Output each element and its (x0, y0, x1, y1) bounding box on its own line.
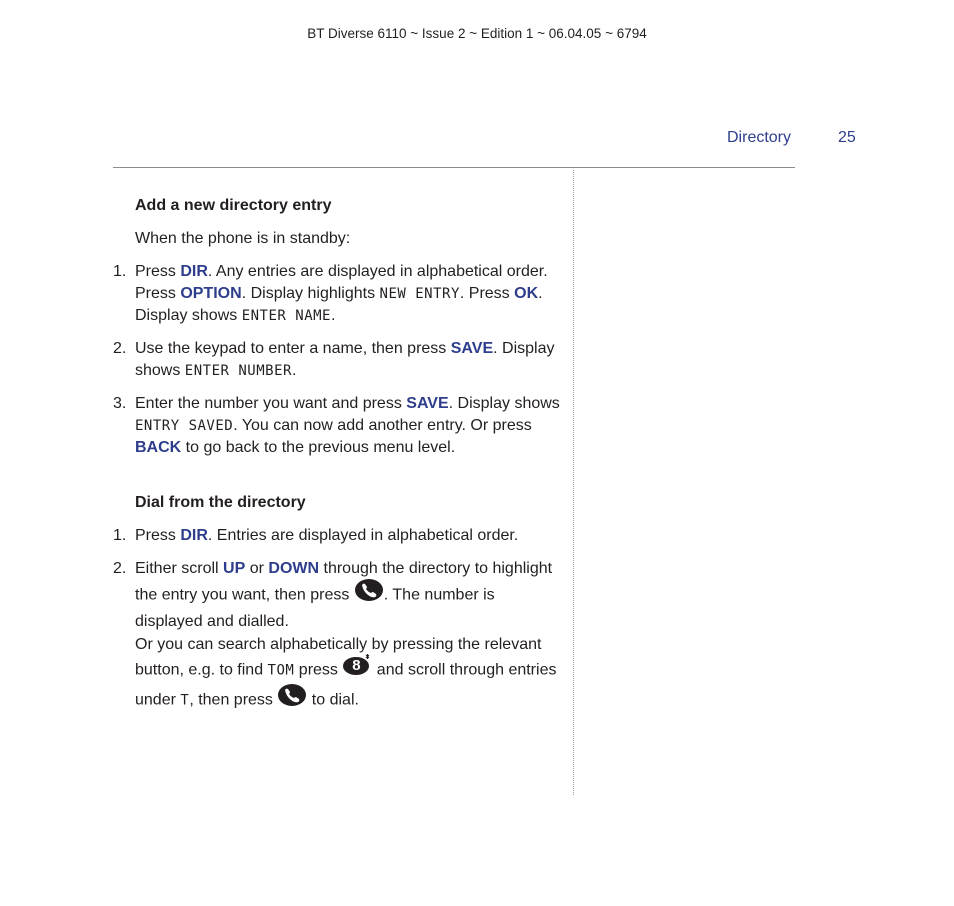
step-number: 2. (113, 560, 127, 577)
section-heading-add-entry: Add a new directory entry (135, 197, 332, 214)
key-name: DIR (180, 263, 208, 280)
search-note: Or you can search alphabetically by pressing the relevant button, e.g. to find TOM press 8 and scroll through entries under T, then press to dial. (135, 634, 561, 716)
step-number: 1. (113, 527, 127, 544)
display-text: ENTER NAME (241, 308, 331, 324)
step-text: Press DIR. Entries are displayed in alphabetical order. (135, 527, 519, 544)
page-number: 25 (838, 129, 856, 146)
display-text: ENTER NUMBER (184, 363, 292, 379)
display-text: ENTRY SAVED (135, 418, 234, 434)
key-name: OK (514, 285, 539, 302)
key-name: DIR (180, 527, 208, 544)
step-text: Enter the number you want and press SAVE. Display shows ENTRY SAVED. You can now add another entry. Or press BACK to go back to the previous menu level. (135, 395, 560, 456)
step-number: 2. (113, 340, 127, 357)
display-text: T (180, 692, 190, 709)
display-text: TOM (267, 662, 295, 679)
document-id-header: BT Diverse 6110 ~ Issue 2 ~ Edition 1 ~ 06.04.05 ~ 6794 (307, 26, 647, 41)
talk-key-icon (354, 578, 384, 609)
display-text: NEW ENTRY (379, 286, 460, 302)
step-number: 3. (113, 395, 127, 412)
key-name: BACK (135, 439, 182, 456)
key-name: OPTION (180, 285, 242, 302)
step-number: 1. (113, 263, 127, 280)
key-8-icon (342, 654, 372, 683)
key-label: 8 (352, 657, 361, 674)
section-heading-dial: Dial from the directory (135, 494, 306, 511)
header-rule (113, 167, 795, 168)
step-text: Press DIR. Any entries are displayed in alphabetical order. Press OPTION. Display highlights NEW ENTRY. Press OK. Display shows ENTER NAME. (135, 263, 548, 324)
column-divider (573, 170, 574, 795)
running-head-section: Directory (727, 129, 792, 146)
step-text: Use the keypad to enter a name, then press SAVE. Display shows ENTER NUMBER. (135, 340, 555, 379)
standby-intro: When the phone is in standby: (135, 230, 351, 247)
key-name: DOWN (268, 560, 320, 577)
talk-key-icon (277, 683, 307, 714)
key-name: UP (223, 560, 246, 577)
step-text: Either scroll UP or DOWN through the directory to highlight the entry you want, then press . The number is displayed and dialled. (135, 560, 553, 630)
key-name: SAVE (450, 340, 494, 357)
key-name: SAVE (406, 395, 449, 412)
